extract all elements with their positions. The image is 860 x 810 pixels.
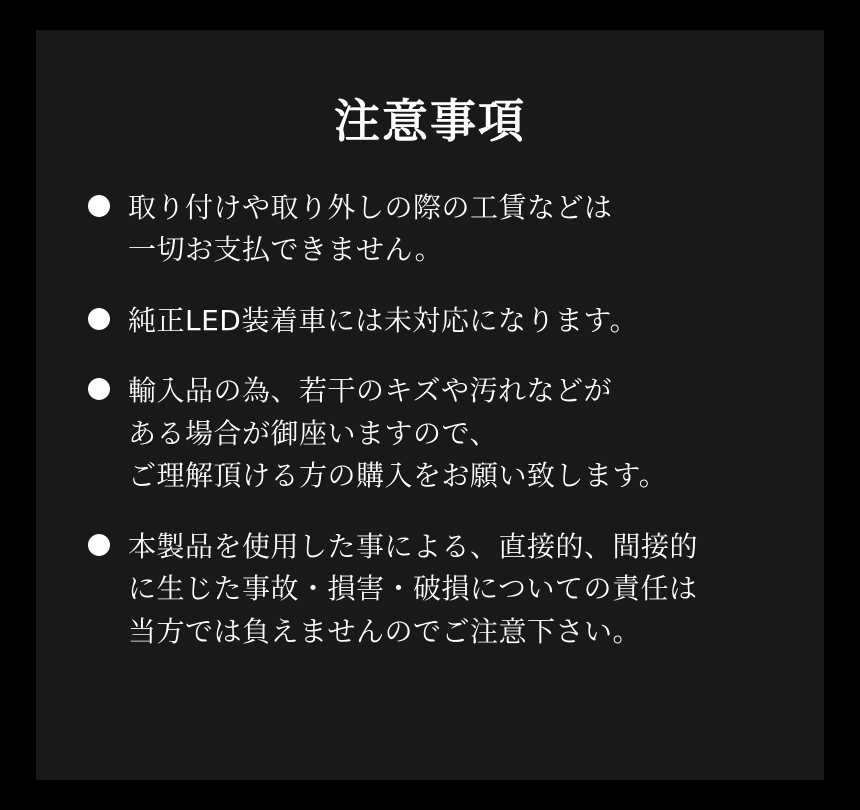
list-item xyxy=(36,526,824,654)
filled-circle-bullet-icon xyxy=(88,195,110,217)
list-item-line: に生じた事故・損害・破損についての責任は xyxy=(128,572,698,606)
filled-circle-bullet-icon xyxy=(88,308,110,330)
list-item-text xyxy=(128,526,824,654)
list-item-line: 輸入品の為、若干のキズや汚れなどが xyxy=(128,374,612,408)
list-item-line: 取り付けや取り外しの際の工賃などは xyxy=(128,190,613,224)
notice-panel xyxy=(36,30,824,780)
list-item-line: 当方では負えませんのでご注意下さい。 xyxy=(128,614,642,648)
filled-circle-bullet-icon xyxy=(88,534,110,556)
list-item-line: 本製品を使用した事による、直接的、間接的 xyxy=(128,529,699,563)
list-item xyxy=(36,187,824,272)
page-title: 注意事項 xyxy=(334,94,526,148)
list-item-line: 純正LED装着車には未対応になります。 xyxy=(128,303,639,337)
list-item-text xyxy=(128,300,824,343)
list-item-line: ある場合が御座いますので、 xyxy=(128,416,498,450)
list-item-text xyxy=(128,370,824,498)
filled-circle-bullet-icon xyxy=(88,378,110,400)
list-item-line: 一切お支払できません。 xyxy=(128,233,444,267)
notice-list xyxy=(36,147,824,654)
list-item xyxy=(36,370,824,498)
list-item xyxy=(36,300,824,343)
list-item-line: ご理解頂ける方の購入をお願い致します。 xyxy=(128,459,668,493)
list-item-text xyxy=(128,187,824,272)
